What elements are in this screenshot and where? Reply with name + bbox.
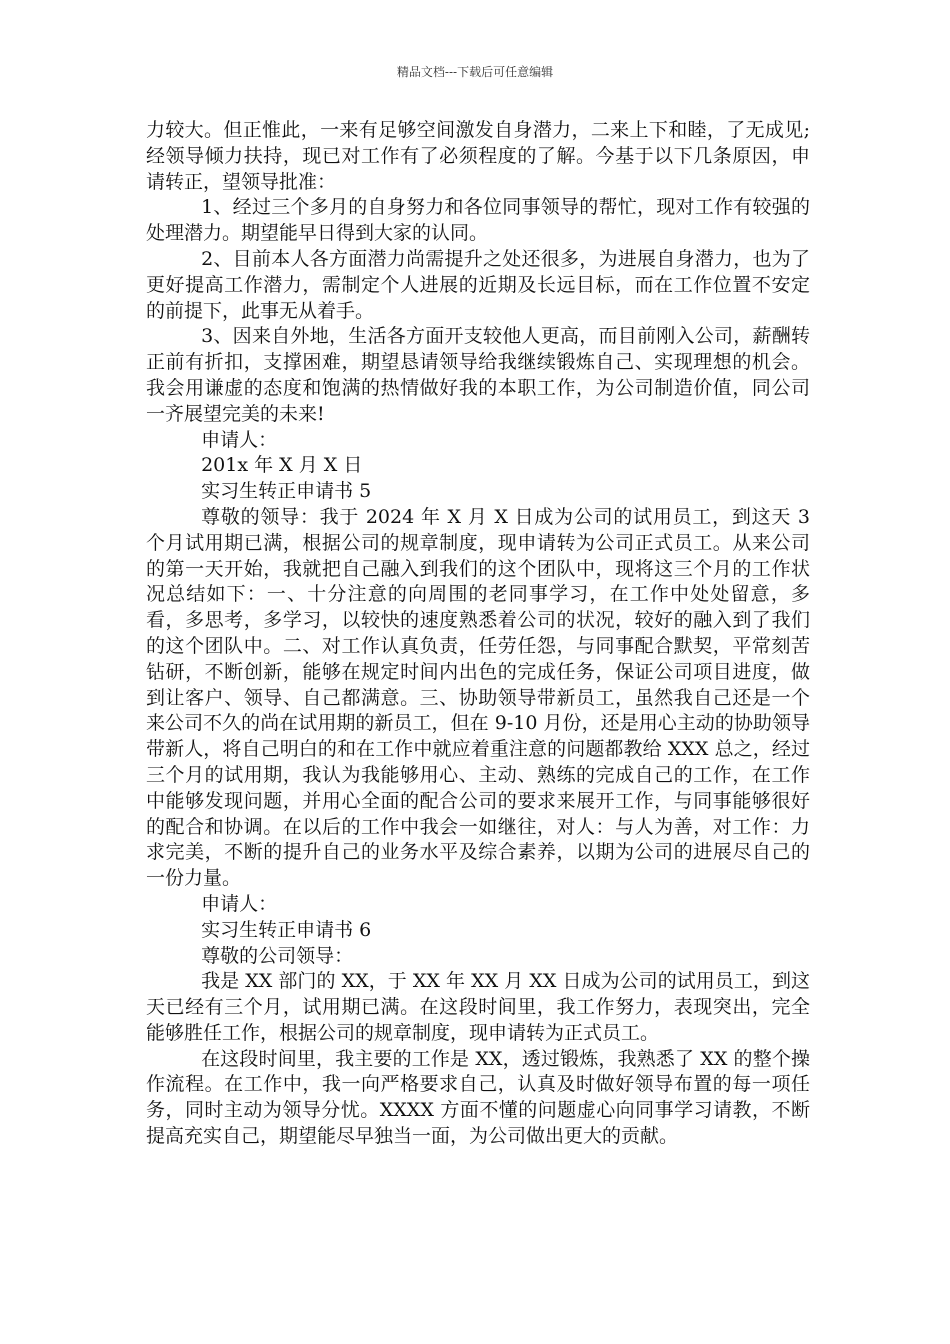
page-header: 精品文档---下载后可任意编辑: [396, 65, 554, 79]
applicant-line: 申请人：: [201, 892, 278, 915]
paragraph: 3、因来自外地，生活各方面开支较他人更高，而目前刚入公司，薪酬转正前有折扣，支撑困难，期望恳请领导给我继续锻炼自己、实现理想的机会。我会用谦虚的态度和饱满的热情做好我的本职工作，为公司制造价值，同公司一齐展望完美的未来!: [146, 325, 810, 425]
paragraph: 我是 XX 部门的 XX，于 XX 年 XX 月 XX 日成为公司的试用员工，到这天已经有三个月，试用期已满。在这段时间里，我工作努力，表现突出，完全能够胜任工作，根据公司的规章制度，现申请转为正式员工。: [146, 970, 810, 1044]
applicant-line: 申请人：: [201, 428, 278, 451]
date-line: 201x 年 X 月 X 日: [201, 454, 363, 477]
paragraph: 2、目前本人各方面潜力尚需提升之处还很多，为进展自身潜力，也为了更好提高工作潜力，需制定个人进展的近期及长远目标，而在工作位置不安定的前提下，此事无从着手。: [146, 247, 810, 322]
section-title: 实习生转正申请书 5: [201, 480, 372, 503]
section-title: 实习生转正申请书 6: [201, 918, 372, 941]
paragraph: 1、经过三个多月的自身努力和各位同事领导的帮忙，现对工作有较强的处理潜力。期望能早日得到大家的认同。: [146, 196, 810, 245]
document-body: [146, 118, 810, 1150]
paragraph: 力较大。但正惟此，一来有足够空间激发自身潜力，二来上下和睦，了无成见;经领导倾力扶持，现已对工作有了必须程度的了解。今基于以下几条原因，申请转正，望领导批准：: [146, 119, 810, 193]
salutation: 尊敬的公司领导：: [201, 944, 354, 967]
paragraph: 在这段时间里，我主要的工作是 XX，透过锻炼，我熟悉了 XX 的整个操作流程。在工作中，我一向严格要求自己，认真及时做好领导布置的每一项任务，同时主动为领导分忧。XXXX 方面不懂的问题虚心向同事学习请教，不断提高充实自己，期望能尽早独当一面，为公司做出更大的贡献。: [146, 1047, 810, 1148]
paragraph: 尊敬的领导：我于 2024 年 X 月 X 日成为公司的试用员工，到这天 3 个月试用期已满，根据公司的规章制度，现申请转为公司正式员工。从来公司的第一天开始，我就把自己融入到我们的这个团队中，现将这三个月的工作状况总结如下：一、十分注意的向周围的老同事学习，在工作中处处留意，多看，多思考，多学习，以较快的速度熟悉着公司的状况，较好的融入到了我们的这个团队中。二、对工作认真负责，任劳任怨，与同事配合默契，平常刻苦钻研，不断创新，能够在规定时间内出色的完成任务，保证公司项目进度，做到让客户、领导、自己都满意。三、协助领导带新员工，虽然我自己还是一个来公司不久的尚在试用期的新员工，但在 9-10 月份，还是用心主动的协助领导带新人，将自己明白的和在工作中就应着重注意的问题都教给 XXX 总之，经过三个月的试用期，我认为我能够用心、主动、熟练的完成自己的工作，在工作中能够发现问题，并用心全面的配合公司的要求来展开工作，与同事能够很好的配合和协调。在以后的工作中我会一如继往，对人：与人为善，对工作：力求完美，不断的提升自己的业务水平及综合素养，以期为公司的进展尽自己的一份力量。: [146, 505, 810, 890]
